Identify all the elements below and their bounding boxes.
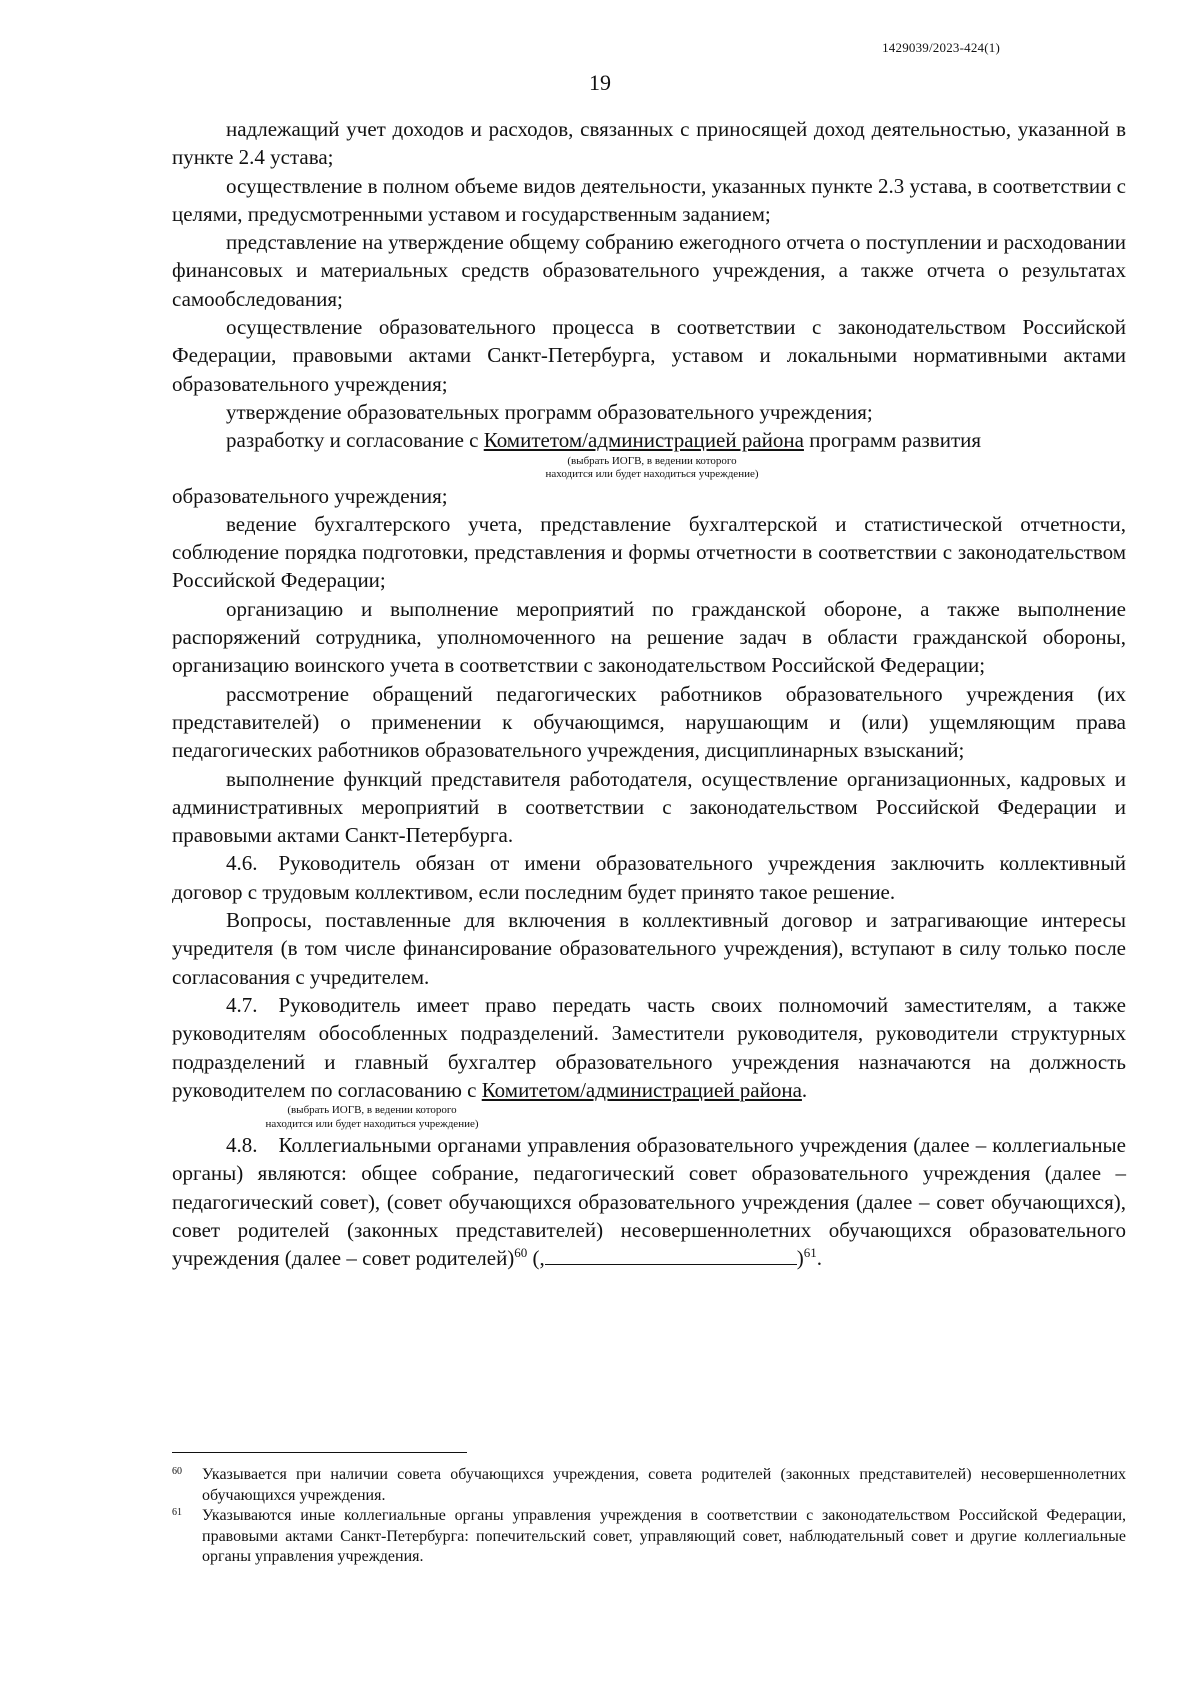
- paragraph: выполнение функций представителя работодателя, осуществление организационных, кадровых и административных мероприятий в соответствии с законодательством Российской Федерации и правовыми актами Санкт-Петербурга.: [172, 766, 1126, 848]
- text: .: [801, 1077, 808, 1102]
- document-body: [172, 115, 1126, 1273]
- paragraph-development-programs: [172, 426, 1126, 454]
- selection-hint: [172, 1104, 572, 1131]
- text: ): [796, 1246, 804, 1271]
- document-id: 1429039/2023-424(1): [882, 40, 1000, 55]
- footnote-text: Указываются иные коллегиальные органы управления учреждения в соответствии с законодательством Российской Федерации, правовыми актами Санкт-Петербурга: попечительский совет, управляющий совет, наблюдательный совет и другие коллегиальные органы управления учреждения.: [202, 1507, 1126, 1565]
- blank-fill-line: [545, 1244, 797, 1265]
- text: (,: [527, 1246, 545, 1271]
- hint-line: находится или будет находиться учреждение): [545, 468, 759, 481]
- authority-placeholder: Комитетом/администрацией района: [483, 428, 804, 453]
- footnote-text: Указывается при наличии совета обучающихся учреждения, совета родителей (законных представителей) несовершеннолетних обучающихся учреждения.: [202, 1466, 1126, 1504]
- paragraph: ведение бухгалтерского учета, представление бухгалтерской и статистической отчетности, соблюдение порядка подготовки, представления и формы отчетности в соответствии с законодательством Российской Федерации;: [172, 511, 1126, 593]
- footnote-mark: 60: [172, 1466, 182, 1477]
- footnote: [172, 1506, 1126, 1568]
- paragraph: рассмотрение обращений педагогических работников образовательного учреждения (их представителей) о применении к обучающимся, нарушающим и (или) ущемляющим права педагогических работников образовательного учреждения, дисциплинарных взысканий;: [172, 681, 1126, 763]
- text: .: [816, 1246, 823, 1271]
- text: 4.8. Коллегиальными органами управления образовательного учреждения (далее – коллегиальные органы) являются: общее собрание, педагогический совет образовательного учреждения (далее – педагогический совет), (совет обучающихся образовательного учреждения (далее – совет обучающихся), совет родителей (законных представителей) несовершеннолетних обучающихся образовательного учреждения (далее – совет родителей): [172, 1133, 1126, 1271]
- paragraph-4-6: 4.6. Руководитель обязан от имени образовательного учреждения заключить коллективный договор с трудовым коллективом, если последним будет принято такое решение.: [172, 851, 1126, 904]
- paragraph: осуществление в полном объеме видов деятельности, указанных пункте 2.3 устава, в соответствии с целями, предусмотренными уставом и государственным заданием;: [172, 173, 1126, 226]
- paragraph: утверждение образовательных программ образовательного учреждения;: [226, 399, 873, 424]
- paragraph: осуществление образовательного процесса в соответствии с законодательством Российской Федерации, правовыми актами Санкт-Петербурга, уставом и локальными нормативными актами образовательного учреждения;: [172, 315, 1126, 396]
- hint-line: находится или будет находиться учреждение): [265, 1117, 479, 1130]
- text: программ развития: [803, 428, 982, 453]
- footnote: [172, 1465, 1126, 1506]
- footnote-mark: 61: [172, 1507, 182, 1518]
- selection-hint: [472, 455, 832, 482]
- paragraph: Вопросы, поставленные для включения в коллективный договор и затрагивающие интересы учредителя (в том числе финансирование образовательного учреждения), вступают в силу только после согласования с учредителем.: [172, 908, 1126, 989]
- footnote-separator: [172, 1452, 467, 1453]
- footnote-ref[interactable]: 60: [514, 1245, 528, 1261]
- page-number: 19: [589, 70, 611, 95]
- paragraph-continuation: образовательного учреждения;: [172, 483, 448, 508]
- text: разработку и согласование с: [226, 428, 484, 453]
- paragraph-4-8: [172, 1131, 1126, 1272]
- text: 4.7. Руководитель имеет право передать часть своих полномочий заместителям, а также руководителям обособленных подразделений. Заместители руководителя, руководители структурных подразделений и главный бухгалтер образовательного учреждения назначаются на должность руководителем по согласованию с: [172, 992, 1126, 1102]
- hint-line: (выбрать ИОГВ, в ведении которого: [287, 1104, 457, 1117]
- paragraph: надлежащий учет доходов и расходов, связанных с приносящей доход деятельностью, указанной в пункте 2.4 устава;: [172, 117, 1126, 170]
- footnotes: [172, 1465, 1126, 1568]
- paragraph: организацию и выполнение мероприятий по гражданской обороне, а также выполнение распоряжений сотрудника, уполномоченного на решение задач в области гражданской обороны, организацию воинского учета в соответствии с законодательством Российской Федерации;: [172, 596, 1126, 678]
- footnote-ref[interactable]: 61: [803, 1245, 817, 1261]
- paragraph: представление на утверждение общему собранию ежегодного отчета о поступлении и расходовании финансовых и материальных средств образовательного учреждения, а также отчета о результатах самообследования;: [172, 230, 1126, 311]
- authority-placeholder: Комитетом/администрацией района: [481, 1077, 802, 1102]
- paragraph-4-7: [172, 991, 1126, 1104]
- hint-line: (выбрать ИОГВ, в ведении которого: [567, 454, 737, 467]
